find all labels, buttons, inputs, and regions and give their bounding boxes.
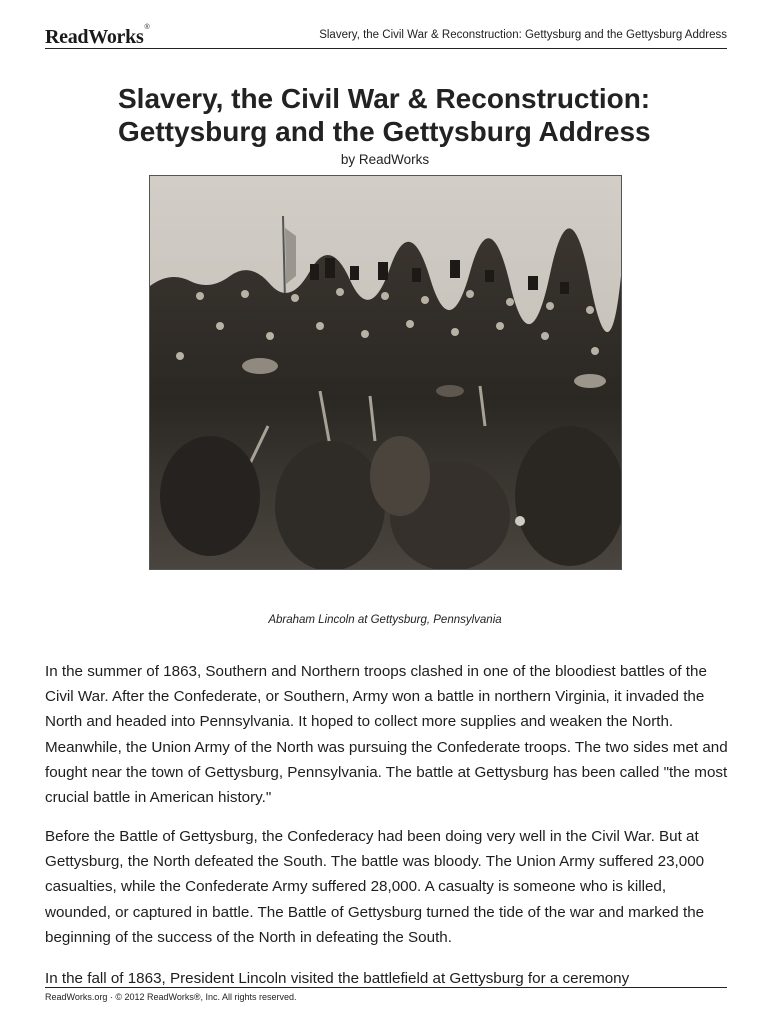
byline: by ReadWorks (340, 152, 430, 167)
paragraph-3: In the fall of 1863, President Lincoln visited the battlefield at Gettysburg for a ceremony (45, 970, 630, 987)
image-caption: Abraham Lincoln at Gettysburg, Pennsylvania (268, 614, 502, 626)
title-line-2: Gettysburg and the Gettysburg Address (118, 116, 651, 147)
running-title: Slavery, the Civil War & Reconstruction: Gettysburg and the Gettysburg Address (319, 29, 727, 41)
footer-divider (45, 987, 727, 988)
lincoln-gettysburg-photo (149, 175, 622, 570)
readworks-logo[interactable] (45, 26, 148, 49)
logo-registered-mark: ® (144, 24, 150, 31)
logo-text: ReadWorks (45, 26, 144, 48)
footer-copyright: ReadWorks.org · © 2012 ReadWorks®, Inc. All rights reserved. (45, 992, 297, 1002)
page-header (45, 22, 727, 49)
crowd-photo-illustration (150, 176, 621, 569)
title-line-1: Slavery, the Civil War & Reconstruction: (118, 83, 651, 114)
paragraph-2: Before the Battle of Gettysburg, the Confederacy had been doing very well in the Civil War. But at Gettysburg, the North defeated the South. The battle was bloody. The Union Army suffered 23,000 casualties, while the Confederate Army suffered 28,000. A casualty is someone who is killed, wounded, or captured in battle. The Battle of Gettysburg turned the tide of the war and marked the beginning of the success of the North in defeating the South. (45, 828, 705, 946)
page-title (118, 82, 718, 148)
paragraph-1: In the summer of 1863, Southern and Northern troops clashed in one of the bloodiest battles of the Civil War. After the Confederate, or Southern, Army won a battle in northern Virginia, it invaded the North and headed into Pennsylvania. It hoped to collect more supplies and weaken the North. Meanwhile, the Union Army of the North was pursuing the Confederate troops. The two sides met and fought near the town of Gettysburg, Pennsylvania. The battle at Gettysburg has been called "the most crucial battle in American history." (45, 663, 728, 807)
